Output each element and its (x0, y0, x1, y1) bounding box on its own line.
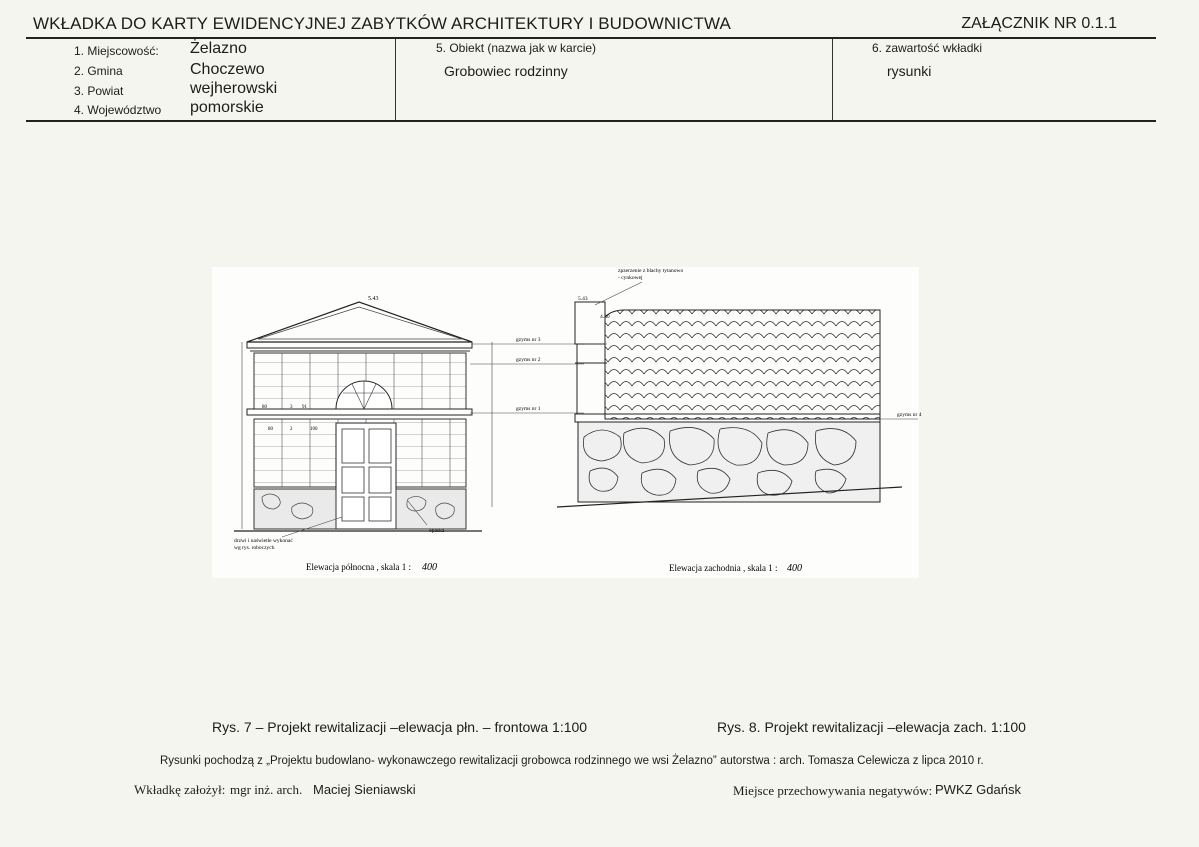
header-top-rule (26, 37, 1156, 39)
source-note: Rysunki pochodzą z „Projektu budowlano- wykonawczego rewitalizacji grobowca rodzinnego we wsi Żelazno” autorstwa : arch. Tomasza Celewicza z lipca 2010 r. (160, 755, 984, 767)
annex-number: ZAŁĄCZNIK NR 0.1.1 (961, 15, 1117, 32)
created-by-title: mgr inż. arch. (230, 782, 303, 797)
gzyms-4-label: gzyms nr 4 (897, 412, 922, 418)
field-value-locality: Żelazno (190, 40, 247, 57)
field-value-commune: Choczewo (190, 61, 265, 78)
gzyms-1-label: gzyms nr 1 (516, 406, 541, 412)
elevation-drawings (212, 267, 922, 578)
west-elevation (557, 268, 922, 507)
door-note-1: drzwi i naświetle wykonać (234, 538, 293, 544)
roof-note-2: - cynkowej (618, 275, 643, 281)
header-bottom-rule (26, 120, 1156, 122)
north-elevation-scale: 400 (422, 562, 437, 573)
door-note-2: wg rys. roboczych (234, 545, 275, 551)
storage-value: PWKZ Gdańsk (935, 782, 1021, 797)
created-by-name: Maciej Sieniawski (313, 782, 416, 797)
field-value-county: wejherowski (190, 80, 278, 97)
column-divider-1 (395, 39, 396, 120)
storage-label: Miejsce przechowywania negatywów: (733, 783, 933, 798)
west-elevation-level: 5.43 (578, 296, 588, 302)
contents-value: rysunki (887, 63, 932, 79)
svg-text:91: 91 (302, 405, 307, 410)
cornice-labels (470, 337, 584, 413)
svg-text:3: 3 (290, 405, 293, 410)
field-label-locality: 1. Miejscowość: (74, 44, 159, 58)
north-elevation (234, 296, 492, 551)
svg-text:80: 80 (268, 427, 273, 432)
field-value-voivodeship: pomorskie (190, 99, 264, 116)
field-label-voivodeship: 4. Województwo (74, 103, 162, 117)
gzyms-3-label: gzyms nr 3 (516, 337, 541, 343)
north-elevation-level: 5.43 (368, 296, 379, 302)
caption-figure-7: Rys. 7 – Projekt rewitalizacji –elewacja płn. – frontowa 1:100 (212, 719, 588, 735)
created-by-label: Wkładkę założył: (134, 782, 226, 797)
document-title: WKŁADKA DO KARTY EWIDENCYJNEJ ZABYTKÓW ARCHITEKTURY I BUDOWNICTWA (33, 14, 731, 33)
svg-text:100: 100 (310, 427, 318, 432)
north-elevation-caption: Elewacja północna , skala 1 : (306, 562, 411, 572)
object-value: Grobowiec rodzinny (444, 63, 568, 79)
field-label-county: 3. Powiat (74, 84, 124, 98)
opaska-note: opaska (429, 528, 445, 534)
west-elevation-scale: 400 (787, 563, 802, 574)
caption-figure-8: Rys. 8. Projekt rewitalizacji –elewacja zach. 1:100 (717, 719, 1026, 735)
object-label: 5. Obiekt (nazwa jak w karcie) (436, 41, 597, 55)
column-divider-2 (832, 39, 833, 120)
contents-label: 6. zawartość wkładki (872, 41, 983, 55)
west-elevation-level-2: 4.30 (600, 314, 610, 320)
roof-note-1: zpzerzenie z blachy tytanowo (618, 268, 684, 274)
svg-text:2: 2 (290, 427, 293, 432)
field-label-commune: 2. Gmina (74, 64, 123, 78)
svg-text:80: 80 (262, 405, 267, 410)
west-elevation-caption: Elewacja zachodnia , skala 1 : (669, 563, 778, 573)
gzyms-2-label: gzyms nr 2 (516, 357, 541, 363)
drawing-sheet (212, 267, 922, 578)
